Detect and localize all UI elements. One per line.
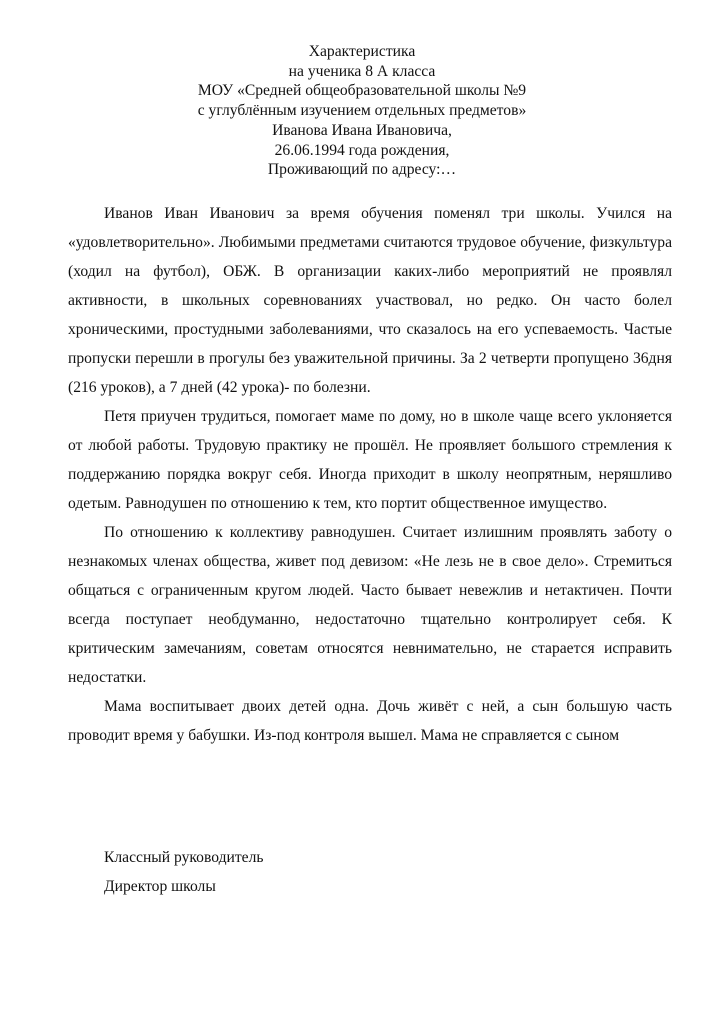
paragraph-studies: Иванов Иван Иванович за время обучения поменял три школы. Учился на «удовлетворительно». Любимыми предметами считаются трудовое обучение, физкультура (ходил на футбол), ОБЖ. В организации каких-либо мероприятий не проявлял активности, в школьных соревнованиях участвовал, но редко. Он часто болел хроническими, простудными заболеваниями, что сказалось на его успеваемость. Частые пропуски перешли в прогулы без уважительной причины. За 2 четверти пропущено 36дня (216 уроков), а 7 дней (42 урока)- по болезни. [68, 205, 672, 396]
student-name-line: Иванова Ивана Ивановича, [272, 121, 452, 139]
paragraph-collective: По отношению к коллективу равнодушен. Считает излишним проявлять заботу о незнакомых членах общества, живет под девизом: «Не лезь не в свое дело». Стремиться общаться с ограниченным кругом людей. Часто бывает невежлив и нетактичен. Почти всегда поступает необдуманно, недостаточно тщательно контролирует себя. К критическим замечаниям, советам относятся невнимательно, не старается исправить недостатки. [68, 524, 672, 686]
document-body [68, 199, 672, 750]
paragraph-work: Петя приучен трудиться, помогает маме по дому, но в школе чаще всего уклоняется от любой работы. Трудовую практику не прошёл. Не проявляет большого стремления к поддержанию порядка вокруг себя. Иногда приходит в школу неопрятным, неряшливо одетым. Равнодушен по отношению к тем, кто портит общественное имущество. [68, 408, 672, 512]
class-teacher-signature: Классный руководитель [104, 849, 264, 866]
school-name-line: МОУ «Средней общеобразовательной школы №9 [197, 82, 527, 100]
address-line: Проживающий по адресу:… [267, 161, 457, 179]
student-class-line: на ученика 8 А класса [288, 62, 436, 80]
signature-block [104, 843, 264, 901]
birth-date-line: 26.06.1994 года рождения, [274, 141, 450, 159]
paragraph-family: Мама воспитывает двоих детей одна. Дочь живёт с ней, а сын большую часть проводит время у бабушки. Из-под контроля вышел. Мама не справляется с сыном [68, 698, 672, 744]
document-header [0, 42, 724, 180]
document-title: Характеристика [308, 43, 416, 60]
director-signature: Директор школы [104, 878, 216, 895]
school-profile-line: с углублённым изучением отдельных предметов» [197, 102, 527, 120]
